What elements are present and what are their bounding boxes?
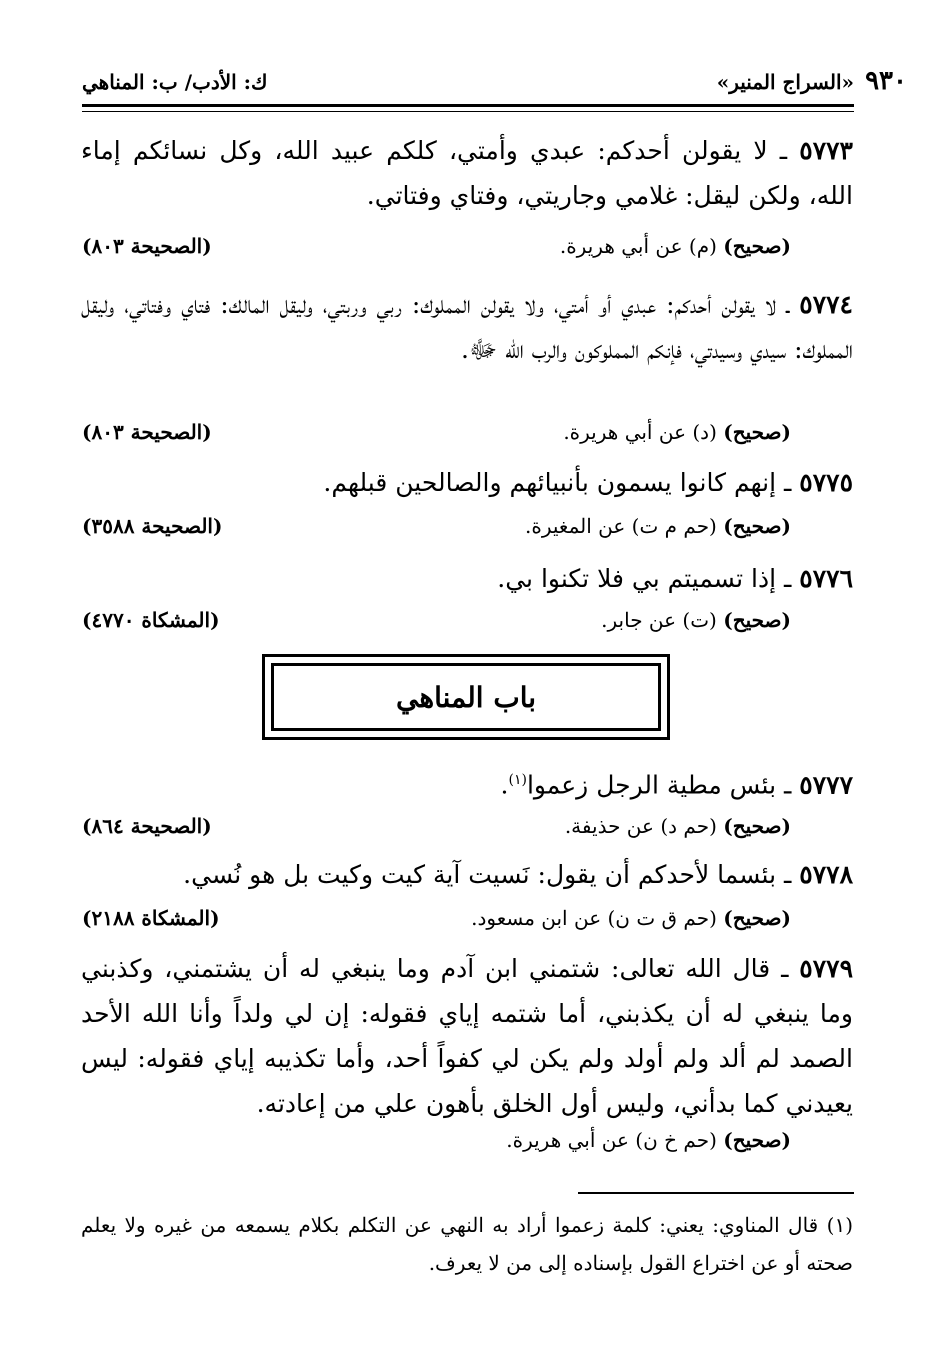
hadith-text: لا يقولن أحدكم: عبدي وأمتي، كلكم عبيد الله، وكل نسائكم إماء الله، ولكن ليقل: غلامي وجاريتي، وفتاي وفتاتي.: [81, 136, 853, 210]
grade-label: (صحيح): [723, 608, 791, 632]
hadith-text: قال الله تعالى: شتمني ابن آدم وما ينبغي له أن يشتمني، وكذبني وما ينبغي له أن يكذبني، أما شتمه إياي فقوله: إن لي ولداً وأنا الله الأحد الصمد لم ألد ولم أولد ولم يكن لي كفواً أحد، وأما تكذيبه إياي فقوله: ليس يعيدني كما بدأني، وليس أول الخلق بأهون علي من إعادته.: [81, 954, 853, 1118]
footnote-text: قال المناوي: يعني: كلمة زعموا أراد به النهي عن التكلم بكلام يسمعه من غيره ولا يعلم صحته أو عن اختراع القول بإسناده إلى من لا يعرف.: [81, 1213, 853, 1275]
grading-reference: [565, 814, 791, 838]
grade-label: (صحيح): [723, 906, 791, 930]
hadith-number: ٥٧٧٨: [799, 860, 853, 889]
hadith-number: ٥٧٧٣: [799, 136, 853, 165]
source-ref: (الصحيحة ٣٥٨٨): [82, 514, 223, 538]
hadith-text: بئسما لأحدكم أن يقول: نَسيت آية كيت وكيت بل هو نُسي.: [183, 860, 777, 889]
narrator-ref: (حم م ت) عن المغيرة.: [525, 514, 717, 538]
hadith-5777: [81, 758, 853, 807]
hadith-number: ٥٧٧٦: [799, 564, 853, 593]
hadith-number: ٥٧٧٧: [799, 770, 853, 800]
source-ref: (الصحيحة ٨٠٣): [82, 234, 212, 258]
footnote-mark[interactable]: (١): [508, 772, 527, 788]
hadith-dash: ـ: [776, 564, 792, 593]
hadith-5779: [81, 946, 853, 1126]
narrator-ref: (د) عن أبي هريرة.: [563, 420, 717, 444]
footnote: [81, 1206, 853, 1282]
grade-label: (صحيح): [723, 420, 791, 444]
hadith-number: ٥٧٧٥: [799, 468, 853, 497]
grading-reference: [525, 514, 791, 538]
grading-5775: [82, 514, 791, 546]
grade-label: (صحيح): [723, 1128, 791, 1152]
hadith-dash: ـ: [767, 136, 788, 165]
source-ref: (المشكاة ٤٧٧٠): [82, 608, 220, 632]
source-ref: (الصحيحة ٨٦٤): [82, 814, 212, 838]
grade-label: (صحيح): [723, 814, 791, 838]
header-rule-thin: [82, 111, 854, 112]
grading-5773: [82, 234, 791, 266]
grading-5776: [82, 608, 791, 640]
book-title: «السراج المنير»: [716, 70, 854, 94]
hadith-text: إذا تسميتم بي فلا تكنوا بي.: [497, 564, 777, 593]
hadith-text: لا يقولن أحدكم: عبدي أو أمتي، ولا يقولن المملوك: ربي وربتي، وليقل المالك: فتاي وفتاتي، وليقل المملوك: سيدي وسيدتي، فإنكم المملوكون والرب الله ﷻ.: [81, 290, 853, 364]
chapter-running-title: ك: الأدب/ ب: المناهي: [82, 70, 268, 94]
chapter-title: باب المناهي: [271, 663, 661, 731]
hadith-number: ٥٧٧٩: [799, 954, 853, 983]
page-number: ٩٣٠: [865, 66, 907, 96]
page-header: [82, 66, 854, 102]
chapter-title-box: [262, 654, 670, 740]
hadith-text-end: .: [500, 770, 509, 800]
hadith-dash: ـ: [776, 770, 792, 800]
hadith-5774: [81, 282, 853, 372]
hadith-text: بئس مطية الرجل زعموا: [526, 770, 777, 800]
grading-5777: [82, 814, 791, 846]
hadith-number: ٥٧٧٤: [799, 290, 853, 319]
source-ref: (المشكاة ٢١٨٨): [82, 906, 220, 930]
hadith-dash: ـ: [776, 860, 792, 889]
source-ref: (الصحيحة ٨٠٣): [82, 420, 212, 444]
grading-reference: [601, 608, 791, 632]
narrator-ref: (ت) عن جابر.: [601, 608, 717, 632]
grading-reference: [563, 420, 791, 444]
header-rule-thick: [82, 104, 854, 107]
hadith-text: إنهم كانوا يسمون بأنبيائهم والصالحين قبلهم.: [323, 468, 777, 497]
grade-label: (صحيح): [723, 234, 791, 258]
grading-5779: [82, 1128, 791, 1160]
footnote-rule: [578, 1192, 854, 1194]
grading-reference: [471, 906, 791, 930]
narrator-ref: (حم ق ت ن) عن ابن مسعود.: [471, 906, 717, 930]
hadith-dash: ـ: [776, 468, 792, 497]
hadith-5773: [81, 128, 853, 218]
grading-reference: [506, 1128, 791, 1152]
grading-reference: [560, 234, 791, 258]
hadith-dash: ـ: [776, 290, 790, 319]
hadith-5775: [81, 460, 853, 505]
hadith-dash: ـ: [770, 954, 789, 983]
grade-label: (صحيح): [723, 514, 791, 538]
narrator-ref: (حم د) عن حذيفة.: [564, 814, 717, 838]
grading-5778: [82, 906, 791, 938]
narrator-ref: (م) عن أبي هريرة.: [559, 234, 717, 258]
hadith-5776: [81, 556, 853, 601]
narrator-ref: (حم خ ن) عن أبي هريرة.: [506, 1128, 717, 1152]
hadith-5778: [81, 852, 853, 897]
footnote-number: (١): [826, 1213, 854, 1237]
grading-5774: [82, 420, 791, 452]
